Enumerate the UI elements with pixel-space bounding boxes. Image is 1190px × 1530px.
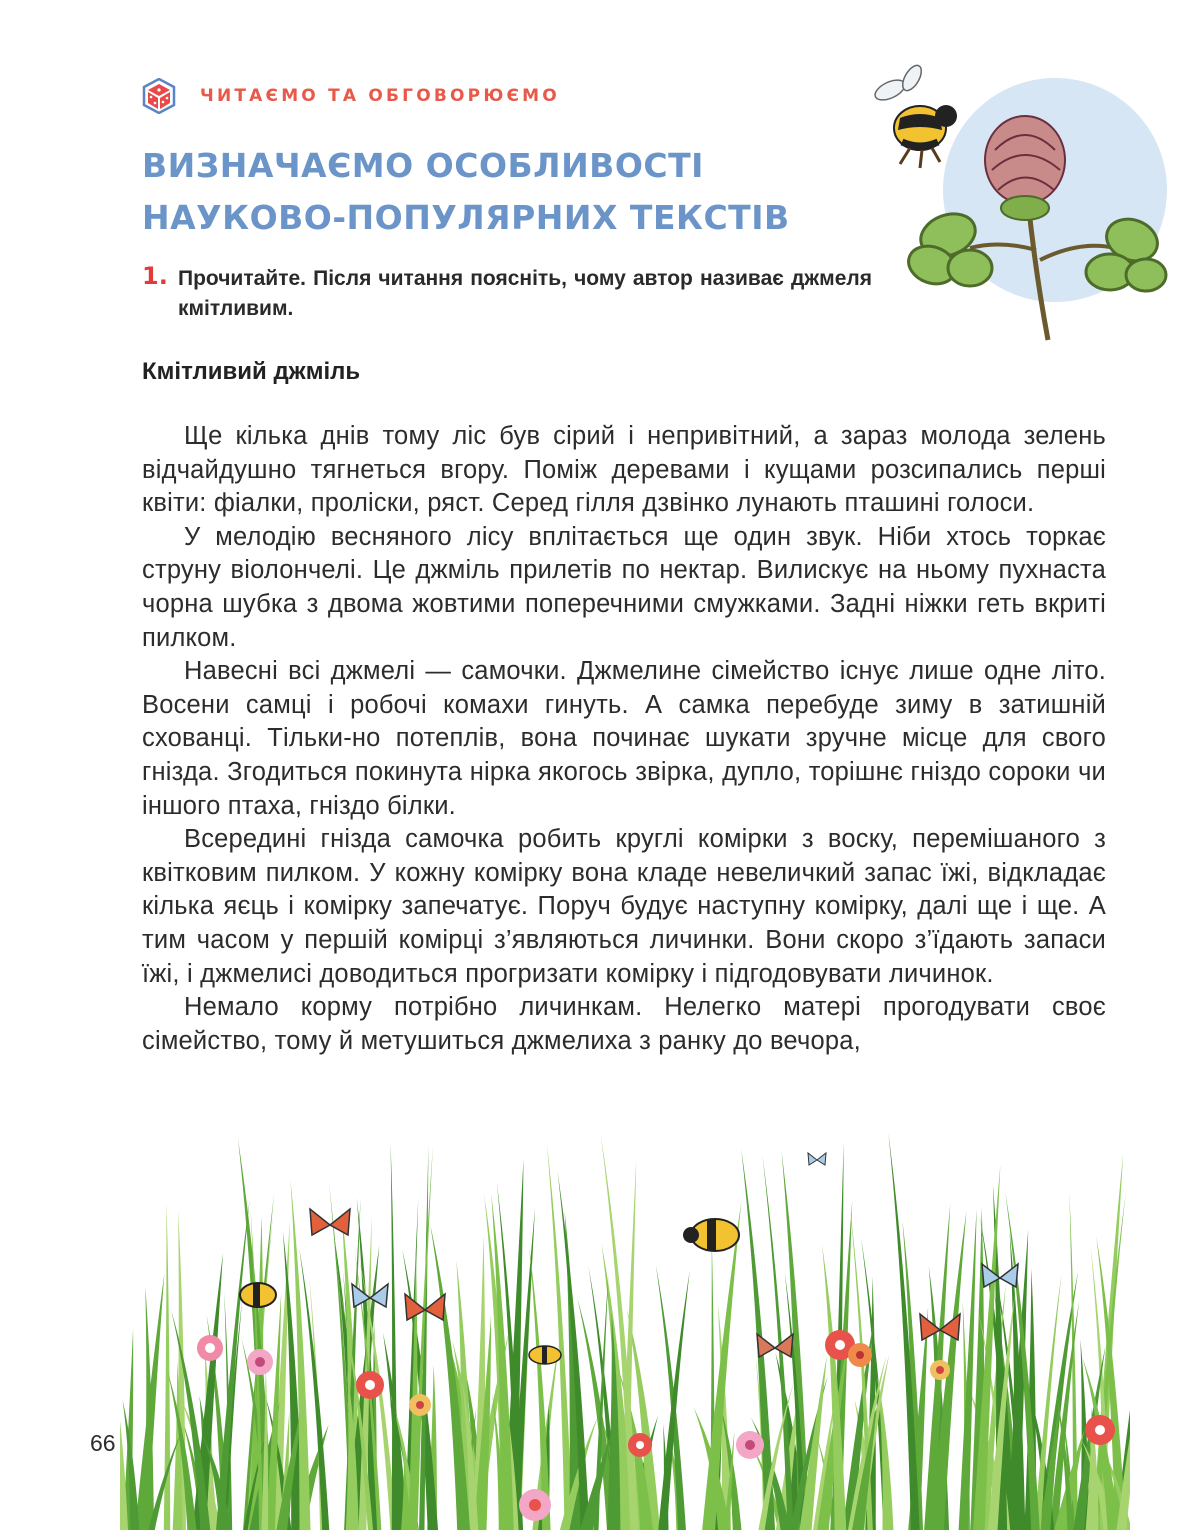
page-title-line-1: ВИЗНАЧАЄМО ОСОБЛИВОСТІ	[142, 146, 704, 185]
grass-blade	[888, 1133, 919, 1530]
story-paragraph: Ще кілька днів тому ліс був сірий і непривітний, а зараз молода зелень відчайдушно тягнеться вгору. Поміж деревами і кущами розсипались перші квіти: фіалки, проліски, ряст. Серед гілля дзвінко лунають пташині голоси.	[142, 422, 1106, 518]
bumblebee-icon	[240, 1283, 276, 1307]
flower-icon	[628, 1433, 652, 1457]
flower-icon	[409, 1394, 431, 1416]
story-paragraph: Немало корму потрібно личинкам. Нелегко матері прогодувати своє сімейство, тому й метушиться джмелиха з ранку до вечора,	[142, 993, 1106, 1055]
flower-icon	[1085, 1415, 1115, 1445]
story-title: Кмітливий джміль	[142, 358, 361, 385]
page-title	[142, 140, 790, 244]
meadow-grass-illustration	[120, 1130, 1130, 1530]
page-title-line-2: НАУКОВО-ПОПУЛЯРНИХ ТЕКСТІВ	[142, 198, 790, 237]
story-paragraph: У мелодію весняного лісу вплітається ще один звук. Ніби хтось торкає струну віолончелі. Це джміль прилетів по нектар. Вилискує на ньому пухнаста чорна шубка з двома жовтими поперечними смужками. Задні ніжки геть вкриті пилком.	[142, 522, 1106, 652]
grass-blade	[391, 1142, 398, 1530]
butterfly-icon	[808, 1153, 826, 1165]
flower-icon	[848, 1343, 872, 1367]
section-header	[142, 78, 560, 114]
dice-icon	[142, 78, 176, 114]
bumblebee-icon	[872, 62, 957, 168]
task	[142, 264, 872, 324]
flower-icon	[930, 1360, 950, 1380]
butterfly-icon	[310, 1209, 350, 1235]
bee-icon	[529, 1346, 561, 1364]
flower-icon	[736, 1431, 764, 1459]
page-number: 66	[90, 1430, 116, 1456]
grass-blade	[656, 1264, 686, 1530]
task-text: Прочитайте. Після читання поясніть, чому автор називає джмеля кмітливим.	[178, 267, 872, 320]
flower-icon	[519, 1489, 551, 1521]
flower-icon	[247, 1349, 273, 1375]
grass-blade	[216, 1199, 250, 1530]
flower-icon	[356, 1371, 384, 1399]
section-label: ЧИТАЄМО ТА ОБГОВОРЮЄМО	[200, 86, 560, 106]
butterfly-icon	[982, 1264, 1018, 1287]
bumblebee-clover-illustration	[870, 60, 1170, 350]
grass-blades	[120, 1133, 1130, 1530]
task-number: 1.	[142, 262, 168, 290]
story-body	[142, 420, 1106, 1058]
butterfly-icon	[757, 1334, 793, 1357]
story-paragraph: Всередині гнізда самочка робить круглі комірки з воску, перемішаного з квітковим пилком. У кожну комірку вона кладе невеличкий запас їжі, відкладає кілька яєць і комірку запечатує. Поруч будує наступну комірку, далі ще і ще. А тим часом у першій комірці з’являються личинки. Вони скоро з’їдають запаси їжі, і джмелисі доводиться прогризати комірку і підгодовувати личинок.	[142, 825, 1106, 988]
story-paragraph: Навесні всі джмелі — самочки. Джмелине сімейство існує лише одне літо. Восени самці і робочі комахи гинуть. А самка перебуде зиму в затишній схованці. Тільки-но потеплів, вона починає шукати зручне місце для свого гнізда. Згодиться покинута нірка якогось звірка, дупло, торішнє гніздо сороки чи іншого птаха, гніздо білки.	[142, 657, 1106, 820]
bumblebee-icon	[683, 1219, 739, 1251]
flower-icon	[197, 1335, 223, 1361]
